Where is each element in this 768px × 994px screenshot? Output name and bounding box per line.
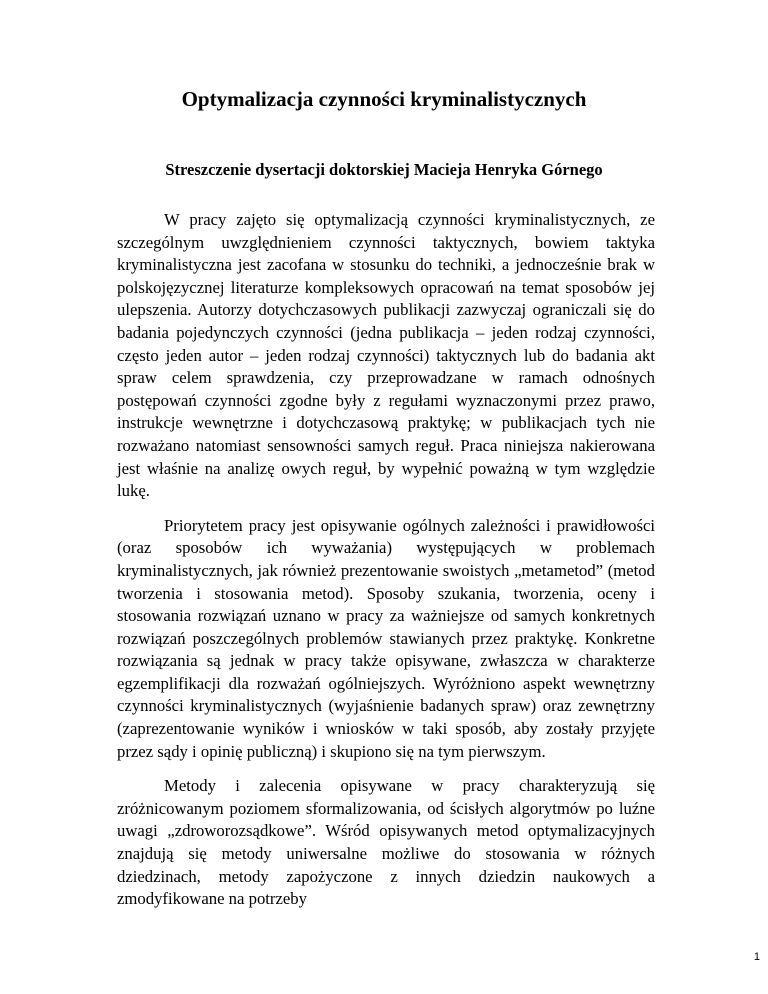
paragraph-1: W pracy zajęto się optymalizacją czynności kryminalistycznych, ze szczególnym uwzględnieniem czynności taktycznych, bowiem taktyka kryminalistyczna jest zacofana w stosunku do techniki, a jednocześnie brak w polskojęzycznej literaturze kompleksowych opracowań na temat sposobów jej ulepszenia. Autorzy dotychczasowych publikacji zazwyczaj ograniczali się do badania pojedynczych czynności (jedna publikacja – jeden rodzaj czynności, często jeden autor – jeden rodzaj czynności) taktycznych lub do badania akt spraw celem sprawdzenia, czy przeprowadzane w ramach odnośnych postępowań czynności zgodne były z regułami wyznaczonymi przez prawo, instrukcje wewnętrzne i dotychczasową praktykę; w publikacjach tych nie rozważano natomiast sensowności samych reguł. Praca niniejsza nakierowana jest właśnie na analizę owych reguł, by wypełnić poważną w tym względzie lukę. xyxy=(117,210,655,501)
paragraph-3: Metody i zalecenia opisywane w pracy charakteryzują się zróżnicowanym poziomem sformalizowania, od ścisłych algorytmów po luźne uwagi „zdroworozsądkowe”. Wśród opisywanych metod optymalizacyjnych znajdują się metody uniwersalne możliwe do stosowania w różnych dziedzinach, metody zapożyczone z innych dziedzin naukowych a zmodyfikowane na potrzeby xyxy=(117,776,655,909)
paragraph-2: Priorytetem pracy jest opisywanie ogólnych zależności i prawidłowości (oraz sposobów ich wyważania) występujących w problemach kryminalistycznych, jak również prezentowanie swoistych „metametod” (metod tworzenia i stosowania metod). Sposoby szukania, tworzenia, oceny i stosowania rozwiązań uznano w pracy za ważniejsze od samych konkretnych rozwiązań poszczególnych problemów stawianych przez praktykę. Konkretne rozwiązania są jednak w pracy także opisywane, zwłaszcza w charakterze egzemplifikacji dla rozważań ogólniejszych. Wyróżniono aspekt wewnętrzny czynności kryminalistycznych (wyjaśnienie badanych spraw) oraz zewnętrzny (zaprezentowanie wyników i wniosków w taki sposób, aby zostały przyjęte przez sądy i opinię publiczną) i skupiono się na tym pierwszym. xyxy=(117,515,655,761)
page-number: 1 xyxy=(753,951,760,963)
document-body xyxy=(117,209,655,923)
document-subtitle: Streszczenie dysertacji doktorskiej Macieja Henryka Górnego xyxy=(165,160,603,179)
document-title: Optymalizacja czynności kryminalistycznych xyxy=(181,87,587,111)
